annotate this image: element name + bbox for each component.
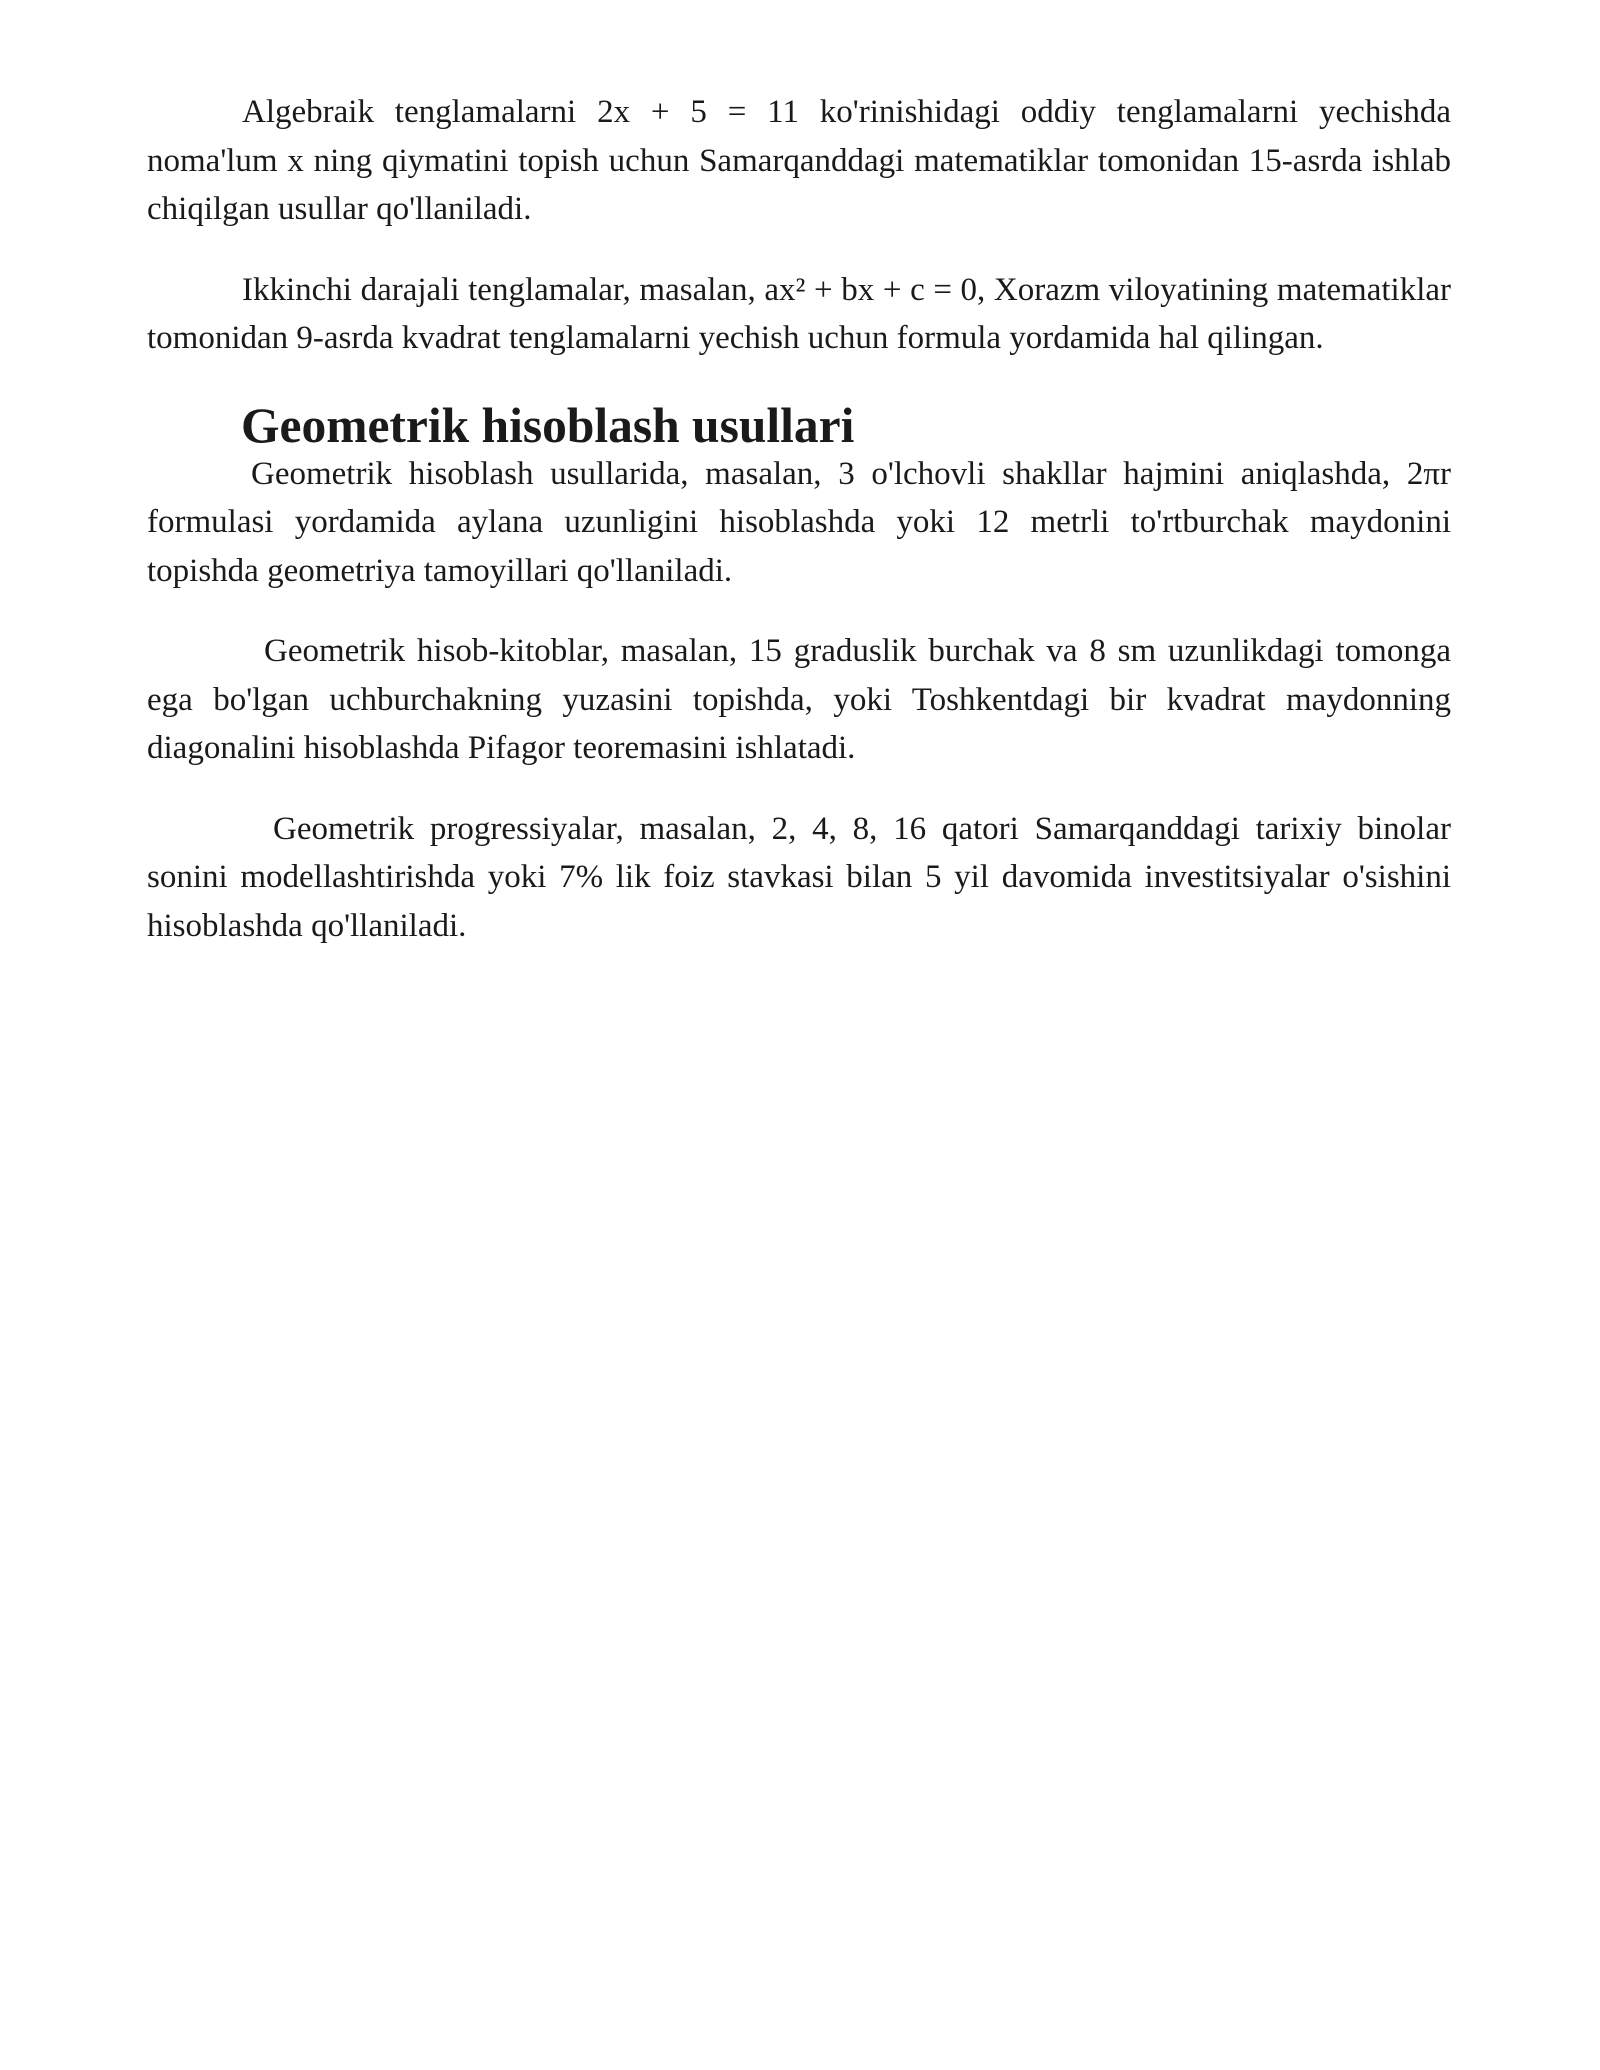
section-heading-geometric-methods: Geometrik hisoblash usullari [241,397,855,453]
document-page [147,88,1451,950]
paragraph-quadratic-equations: Ikkinchi darajali tenglamalar, masalan, ax² + bx + c = 0, Xorazm viloyatining matematiklar tomonidan 9-asrda kvadrat tenglamalarni yechish uchun formula yordamida hal qilingan. [147,271,1451,356]
paragraph-geometric-progressions: Geometrik progressiyalar, masalan, 2, 4, 8, 16 qatori Samarqanddagi tarixiy binolar sonini modellashtirishda yoki 7% lik foiz stavkasi bilan 5 yil davomida investitsiyalar o'sishini hisoblashda qo'llaniladi. [147,810,1451,944]
paragraph-algebraic-equations: Algebraik tenglamalarni 2x + 5 = 11 ko'rinishidagi oddiy tenglamalarni yechishda noma'lum x ning qiymatini topish uchun Samarqanddagi matematiklar tomonidan 15-asrda ishlab chiqilgan usullar qo'llaniladi. [147,94,1451,227]
paragraph-geometric-methods: Geometrik hisoblash usullarida, masalan, 3 o'lchovli shakllar hajmini aniqlashda, 2πr formulasi yordamida aylana uzunligini hisoblashda yoki 12 metrli to'rtburchak maydonini topishda geometriya tamoyillari qo'llaniladi. [147,455,1451,589]
paragraph-geometric-calculations: Geometrik hisob-kitoblar, masalan, 15 graduslik burchak va 8 sm uzunlikdagi tomonga ega bo'lgan uchburchakning yuzasini topishda, yoki Toshkentdagi bir kvadrat maydonning diagonalini hisoblashda Pifagor teoremasini ishlatadi. [147,633,1451,766]
